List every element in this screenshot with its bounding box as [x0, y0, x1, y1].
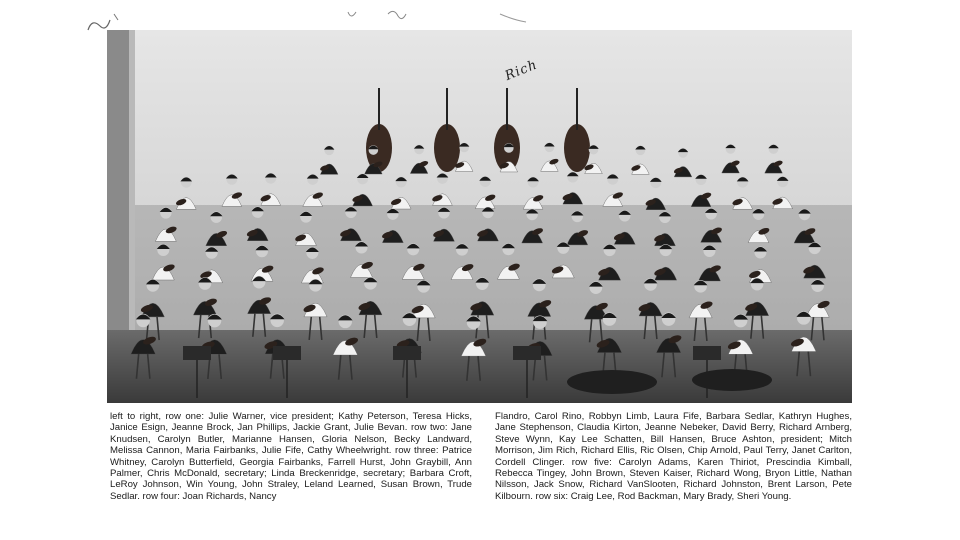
caption-column-right: Flandro, Carol Rino, Robbyn Limb, Laura Fife, Barbara Sedlar, Kathryn Hughes, Jane Stephenson, Claudia Kirton, Jeanne Nebeker, David Berry, Richard Arnberg, Steve Wynn, Kay Lee Schatten, Bill Hansen, Bruce Ashton, president; Mitch Morrison, Jim Rich, Richard Ellis, Ric Olsen, Chip Arnold, Paul Terry, Janet Carlton, Cordell Clinger. row five: Carolyn Adams, Karen Thiriot, Prescindia Kimball, Rebecca Tingey, John Brown, Steven Kaiser, Richard Wong, Bryon Little, Nathan Nilsson, Jack Snow, Richard VanSlooten, Richard Johnston, Brent Larson, Pete Kilbourn. row six: Craig Lee, Rod Backman, Mary Brady, Sheri Young.	[495, 411, 852, 502]
caption-column-left: left to right, row one: Julie Warner, vice president; Kathy Peterson, Teresa Hicks, Janice Esign, Jeanne Brock, Jan Phillips, Jackie Grant, Julie Bevan. row two: Jane Knudsen, Carolyn Butler, Marianne Hansen, Gloria Nelson, Becky Landward, Melissa Cannon, Maria Fairbanks, Julie Fife, Cathy Wheelwright. row three: Patrice Whitney, Carolyn Butterfield, Georgia Fairbanks, Farrell Hurst, John Graybill, Ann Palmer, Chris McDonald, secretary; Linda Breckenridge, secretary; Barbara Croft, LeRoy Johnson, Win Young, John Straley, Leland Learned, Susan Brown, Trude Sedlar. row four: Joan Richards, Nancy	[110, 411, 472, 502]
orchestra-group-photo	[107, 30, 852, 403]
photo-illustration	[107, 30, 852, 403]
handwritten-note: Rich	[503, 57, 540, 84]
